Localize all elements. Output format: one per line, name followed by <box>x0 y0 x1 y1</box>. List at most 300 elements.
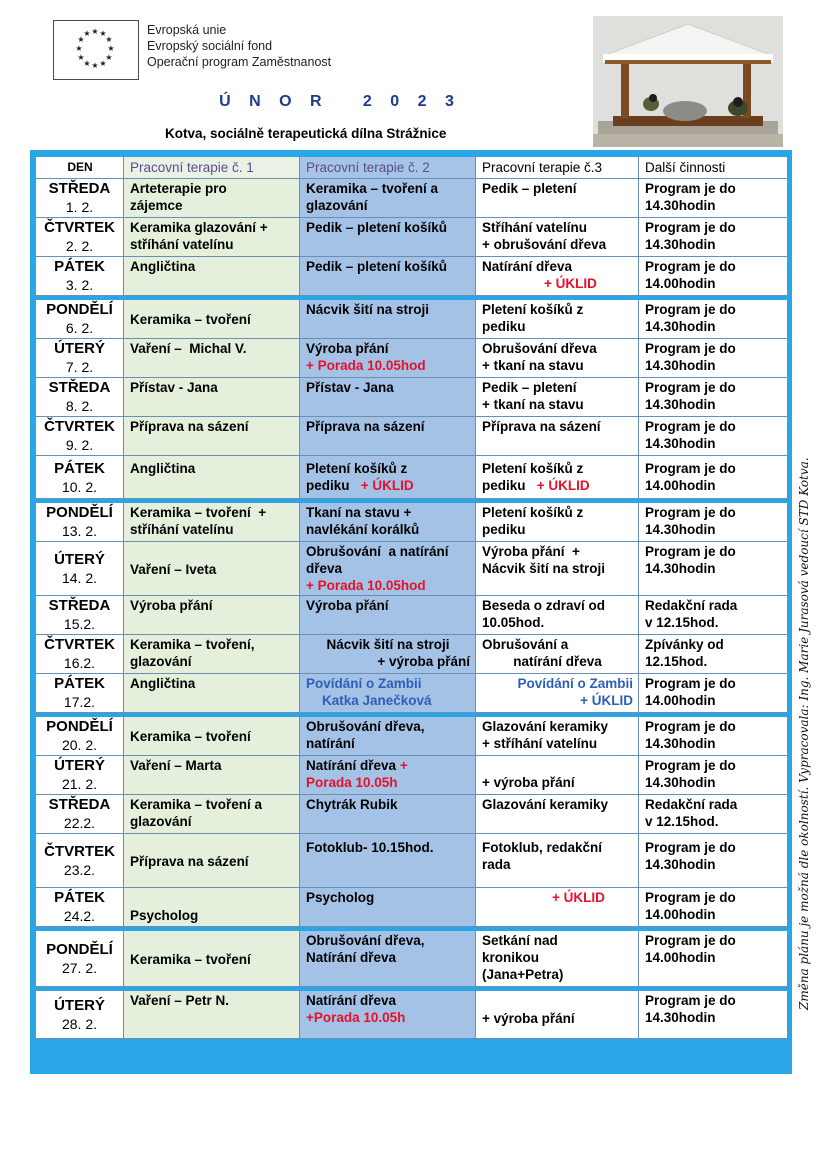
cell-line: Příprava na sázení <box>482 419 601 434</box>
cell-line: Přístav - Jana <box>130 380 218 395</box>
other-cell <box>639 834 788 888</box>
day-cell <box>36 503 124 542</box>
day-date: 6. 2. <box>65 320 94 336</box>
cell-line: 14.00hodin <box>645 950 716 965</box>
day-name: PÁTEK <box>54 258 105 275</box>
cell-line: Program je do <box>645 544 736 559</box>
therapy-1-cell <box>124 756 300 795</box>
cell-line: natírání dřeva <box>513 654 602 669</box>
cell-line: rada <box>482 857 511 872</box>
therapy-1-cell <box>124 674 300 713</box>
cell-line: Keramika – tvoření <box>130 312 251 327</box>
therapy-1-cell <box>124 417 300 456</box>
day-name: PÁTEK <box>54 889 105 906</box>
cell-line: glazování <box>306 198 368 213</box>
day-cell <box>36 991 124 1039</box>
other-cell <box>639 542 788 596</box>
svg-text:★: ★ <box>91 61 99 70</box>
page-title: Ú N O R 2 0 2 3 <box>219 93 461 110</box>
therapy-3-cell <box>476 218 639 257</box>
therapy-2-cell <box>300 503 476 542</box>
column-header-therapy-1: Pracovní terapie č. 1 <box>124 157 300 179</box>
other-cell <box>639 503 788 542</box>
therapy-3-cell <box>476 795 639 834</box>
cell-line: 14.30hodin <box>645 198 716 213</box>
day-name: PONDĚLÍ <box>46 301 113 318</box>
cell-line: 14.30hodin <box>645 397 716 412</box>
therapy-1-cell <box>124 795 300 834</box>
cell-line: 14.30hodin <box>645 436 716 451</box>
cell-line: Keramika – tvoření, <box>130 637 255 652</box>
cell-line: Obrušování a natírání <box>306 544 449 559</box>
therapy-3-cell <box>476 542 639 596</box>
cell-line <box>482 757 633 774</box>
other-cell <box>639 417 788 456</box>
therapy-2-cell <box>300 756 476 795</box>
therapy-3-cell <box>476 378 639 417</box>
cell-line: Tkaní na stavu + <box>306 505 412 520</box>
cell-line: Keramika – tvoření + <box>130 505 267 520</box>
day-cell <box>36 417 124 456</box>
cell-line: Příprava na sázení <box>130 419 249 434</box>
table-row <box>36 756 788 795</box>
other-cell <box>639 991 788 1039</box>
therapy-2-cell <box>300 596 476 635</box>
table-row <box>36 257 788 296</box>
eu-line: Operační program Zaměstnanost <box>147 55 332 69</box>
therapy-3-cell <box>476 888 639 927</box>
column-header-therapy-2: Pracovní terapie č. 2 <box>300 157 476 179</box>
day-name: ÚTERÝ <box>54 757 105 774</box>
cell-line: Keramika – tvoření <box>130 729 251 744</box>
cell-line: 14.30hodin <box>645 1010 716 1025</box>
therapy-3-cell <box>476 596 639 635</box>
cell-line: Vaření – Michal V. <box>130 341 247 356</box>
therapy-1-cell <box>124 218 300 257</box>
cell-line: Redakční rada <box>645 598 738 613</box>
day-date: 7. 2. <box>65 359 94 375</box>
therapy-3-cell <box>476 991 639 1039</box>
svg-text:★: ★ <box>105 53 113 62</box>
day-cell <box>36 795 124 834</box>
day-date: 23.2. <box>63 862 96 878</box>
svg-text:★: ★ <box>99 29 107 38</box>
cell-line <box>306 757 470 774</box>
cell-line: 12.15hod. <box>645 654 708 669</box>
therapy-1-cell <box>124 888 300 927</box>
table-row <box>36 378 788 417</box>
cell-line: Keramika – tvoření a <box>306 181 439 196</box>
therapy-1-cell <box>124 717 300 756</box>
cell-line: Příprava na sázení <box>306 419 425 434</box>
therapy-2-cell <box>300 300 476 339</box>
cell-line: Angličtina <box>130 259 196 274</box>
cleanup-note: + ÚKLID <box>360 478 414 493</box>
day-date: 2. 2. <box>65 238 94 254</box>
day-name: STŘEDA <box>48 597 111 614</box>
cell-line: Pletení košíků z <box>482 302 584 317</box>
day-cell <box>36 834 124 888</box>
therapy-3-cell <box>476 635 639 674</box>
cell-line: Obrušování dřeva, <box>306 719 425 734</box>
table-row <box>36 931 788 987</box>
side-note: Změna plánu je možná dle okolností. Vypracovala: Ing. Marie Jurasová vedoucí STD Kotva. <box>797 457 811 1010</box>
page-subtitle: Kotva, sociálně terapeutická dílna Strážnice <box>165 126 447 141</box>
therapy-1-cell <box>124 991 300 1039</box>
other-cell <box>639 888 788 927</box>
table-row <box>36 339 788 378</box>
therapy-1-cell <box>124 635 300 674</box>
table-row <box>36 674 788 713</box>
therapy-2-cell <box>300 635 476 674</box>
cell-line: 14.30hodin <box>645 561 716 576</box>
therapy-2-cell <box>300 417 476 456</box>
cell-line: Pletení košíků z <box>306 461 408 476</box>
cell-line: 14.30hodin <box>645 237 716 252</box>
cell-line: 14.00hodin <box>645 693 716 708</box>
cell-line: kronikou <box>482 950 540 965</box>
day-date: 16.2. <box>63 655 96 671</box>
cell-text: Natírání dřeva <box>306 758 397 773</box>
therapy-2-cell <box>300 717 476 756</box>
cell-line: Výroba přání <box>130 598 213 613</box>
day-name: ÚTERÝ <box>54 340 105 357</box>
day-name: STŘEDA <box>48 796 111 813</box>
svg-text:★: ★ <box>77 35 85 44</box>
cell-line: Program je do <box>645 341 736 356</box>
cell-line: + výroba přání <box>482 775 575 790</box>
meeting-note: + Porada 10.05hod <box>306 578 426 593</box>
therapy-2-cell <box>300 339 476 378</box>
other-cell <box>639 339 788 378</box>
day-cell <box>36 674 124 713</box>
therapy-1-cell <box>124 931 300 987</box>
day-name: PONDĚLÍ <box>46 941 113 958</box>
therapy-3-cell <box>476 674 639 713</box>
therapy-2-cell <box>300 991 476 1039</box>
day-cell <box>36 756 124 795</box>
cell-line <box>306 477 470 494</box>
cell-line: Glazování keramiky <box>482 719 609 734</box>
cell-line: Arteterapie pro <box>130 181 227 196</box>
table-row <box>36 795 788 834</box>
day-date: 9. 2. <box>65 437 94 453</box>
other-cell <box>639 931 788 987</box>
table-row <box>36 456 788 499</box>
cell-line: Povídání o Zambii <box>306 676 422 691</box>
table-row <box>36 179 788 218</box>
table-row <box>36 888 788 927</box>
other-cell <box>639 179 788 218</box>
cell-line: Pletení košíků z <box>482 461 584 476</box>
therapy-2-cell <box>300 795 476 834</box>
therapy-3-cell <box>476 339 639 378</box>
cell-line: stříhání vatelínu <box>130 522 234 537</box>
svg-text:★: ★ <box>99 59 107 68</box>
cell-line: + tkaní na stavu <box>482 397 584 412</box>
cell-line: Vaření – Petr N. <box>130 993 230 1008</box>
therapy-3-cell <box>476 931 639 987</box>
cell-line: 14.00hodin <box>645 478 716 493</box>
cell-line: 14.30hodin <box>645 736 716 751</box>
cell-line: Pedik – pletení <box>482 380 577 395</box>
day-name: PONDĚLÍ <box>46 504 113 521</box>
day-name: PÁTEK <box>54 675 105 692</box>
cell-line: Pletení košíků z <box>482 505 584 520</box>
therapy-3-cell <box>476 300 639 339</box>
cell-line: Angličtina <box>130 676 196 691</box>
cell-line: Pedik – pletení <box>482 181 577 196</box>
day-name: ČTVRTEK <box>44 843 115 860</box>
cell-line: glazování <box>130 814 192 829</box>
cell-line: + výroba přání <box>482 1011 575 1026</box>
cell-line: Program je do <box>645 676 736 691</box>
svg-text:★: ★ <box>77 53 85 62</box>
cell-line: Fotoklub, redakční <box>482 840 603 855</box>
cell-line: Program je do <box>645 181 736 196</box>
meeting-note: + Porada 10.05hod <box>306 358 426 373</box>
day-name: ČTVRTEK <box>44 418 115 435</box>
cell-line: Příprava na sázení <box>130 854 249 869</box>
cell-line: Program je do <box>645 933 736 948</box>
cell-line: Pedik – pletení košíků <box>306 220 448 235</box>
therapy-1-cell <box>124 596 300 635</box>
therapy-1-cell <box>124 378 300 417</box>
day-cell <box>36 456 124 499</box>
table-row <box>36 542 788 596</box>
cell-line: Katka Janečková <box>322 693 432 708</box>
cell-line: Chytrák Rubik <box>306 797 398 812</box>
therapy-3-cell <box>476 717 639 756</box>
cell-line: 14.30hodin <box>645 857 716 872</box>
day-cell <box>36 931 124 987</box>
day-date: 10. 2. <box>61 479 98 495</box>
other-cell <box>639 756 788 795</box>
other-cell <box>639 456 788 499</box>
cell-line: pediku <box>482 319 526 334</box>
other-cell <box>639 596 788 635</box>
other-cell <box>639 218 788 257</box>
schedule-table <box>36 157 788 1039</box>
cell-line: Psycholog <box>130 908 199 923</box>
day-date: 24.2. <box>63 908 96 924</box>
eu-line: Evropský sociální fond <box>147 39 273 53</box>
eu-line: Evropská unie <box>147 23 227 37</box>
day-cell <box>36 596 124 635</box>
cell-line: 14.30hodin <box>645 775 716 790</box>
svg-text:★: ★ <box>83 29 91 38</box>
cell-line: 14.00hodin <box>645 276 716 291</box>
therapy-1-cell <box>124 456 300 499</box>
cell-line: pediku <box>482 522 526 537</box>
cell-line: Program je do <box>645 220 736 235</box>
cell-line: Zpívánky od <box>645 637 724 652</box>
cell-line: v 12.15hod. <box>645 615 719 630</box>
cell-line: Výroba přání + <box>482 544 580 559</box>
cell-line: + tkaní na stavu <box>482 358 584 373</box>
therapy-2-cell <box>300 834 476 888</box>
cell-line: zájemce <box>130 198 183 213</box>
cell-line: + výroba přání <box>377 654 470 669</box>
cell-line: Natírání dřeva <box>482 259 573 274</box>
cleanup-note: + ÚKLID <box>544 276 597 291</box>
svg-text:★: ★ <box>105 35 113 44</box>
therapy-2-cell <box>300 542 476 596</box>
cell-line: natírání <box>306 736 355 751</box>
day-date: 8. 2. <box>65 398 94 414</box>
day-name: PONDĚLÍ <box>46 718 113 735</box>
therapy-3-cell <box>476 257 639 296</box>
therapy-2-cell <box>300 456 476 499</box>
cell-line: Program je do <box>645 890 736 905</box>
table-row <box>36 991 788 1039</box>
cell-line: 14.00hodin <box>645 907 716 922</box>
cell-line <box>482 992 633 1009</box>
cell-line: glazování <box>130 654 192 669</box>
column-header-other: Další činnosti <box>639 157 788 179</box>
cell-text: pediku <box>306 478 350 493</box>
day-name: PÁTEK <box>54 460 105 477</box>
cell-line: Nácvik šití na stroji <box>306 302 430 317</box>
cell-line: Stříhání vatelínu <box>482 220 588 235</box>
day-cell <box>36 339 124 378</box>
cell-line: Program je do <box>645 461 736 476</box>
cell-line: Výroba přání <box>306 598 389 613</box>
cell-line: Program je do <box>645 259 736 274</box>
cell-line: 14.30hodin <box>645 319 716 334</box>
therapy-2-cell <box>300 179 476 218</box>
other-cell <box>639 257 788 296</box>
day-date: 13. 2. <box>61 523 98 539</box>
svg-text:★: ★ <box>91 27 99 36</box>
therapy-3-cell <box>476 834 639 888</box>
cell-line: + obrušování dřeva <box>482 237 607 252</box>
day-name: ČTVRTEK <box>44 636 115 653</box>
cell-line: Program je do <box>645 993 736 1008</box>
cell-line: Keramika – tvoření <box>130 951 251 967</box>
therapy-1-cell <box>124 339 300 378</box>
bird-feeder-photo <box>593 16 783 147</box>
table-row <box>36 218 788 257</box>
cell-line: Redakční rada <box>645 797 738 812</box>
cell-line: Obrušování dřeva <box>482 341 597 356</box>
day-cell <box>36 378 124 417</box>
cell-line: Program je do <box>645 380 736 395</box>
cell-line: Obrušování a <box>482 637 569 652</box>
cell-line: Výroba přání <box>306 341 389 356</box>
therapy-1-cell <box>124 179 300 218</box>
therapy-3-cell <box>476 456 639 499</box>
therapy-2-cell <box>300 378 476 417</box>
day-date: 21. 2. <box>61 776 98 792</box>
day-name: ÚTERÝ <box>54 997 105 1014</box>
cell-line: Program je do <box>645 840 736 855</box>
day-name: STŘEDA <box>48 379 111 396</box>
meeting-note: Porada 10.05h <box>306 775 398 790</box>
other-cell <box>639 300 788 339</box>
cell-line: 14.30hodin <box>645 522 716 537</box>
cell-line: Program je do <box>645 758 736 773</box>
day-date: 1. 2. <box>65 199 94 215</box>
day-cell <box>36 218 124 257</box>
cell-line: Program je do <box>645 505 736 520</box>
svg-text:★: ★ <box>75 44 83 53</box>
therapy-2-cell <box>300 218 476 257</box>
day-date: 17.2. <box>63 694 96 710</box>
other-cell <box>639 674 788 713</box>
therapy-2-cell <box>300 674 476 713</box>
cell-line <box>482 477 633 494</box>
other-cell <box>639 635 788 674</box>
day-date: 15.2. <box>63 616 96 632</box>
eu-stars-icon <box>56 23 134 75</box>
cell-line: Nácvik šití na stroji <box>326 637 450 652</box>
table-header-row <box>36 157 788 179</box>
cell-line: Pedik – pletení košíků <box>306 259 448 274</box>
cell-line: Obrušování dřeva, <box>306 933 425 948</box>
other-cell <box>639 795 788 834</box>
day-date: 14. 2. <box>61 570 98 586</box>
svg-text:★: ★ <box>107 44 115 53</box>
meeting-note: +Porada 10.05h <box>306 1010 406 1025</box>
cell-line: Program je do <box>645 719 736 734</box>
therapy-2-cell <box>300 931 476 987</box>
day-name: ÚTERÝ <box>54 551 105 568</box>
cell-line: Nácvik šití na stroji <box>482 561 606 576</box>
cell-line: (Jana+Petra) <box>482 967 564 982</box>
table-row <box>36 596 788 635</box>
therapy-2-cell <box>300 888 476 927</box>
cleanup-note: + ÚKLID <box>552 890 605 905</box>
meeting-plus: + <box>399 758 408 773</box>
cell-line: Přístav - Jana <box>306 380 394 395</box>
cell-line: 14.30hodin <box>645 358 716 373</box>
table-row <box>36 503 788 542</box>
cell-line: Keramika glazování + <box>130 220 268 235</box>
cell-line: Program je do <box>645 419 736 434</box>
day-cell <box>36 888 124 927</box>
day-date: 3. 2. <box>65 277 94 293</box>
cell-line: navlékání korálků <box>306 522 420 537</box>
cell-line: Psycholog <box>306 890 375 905</box>
cell-line: Angličtina <box>130 461 196 476</box>
cell-line: Vaření – Iveta <box>130 561 217 577</box>
therapy-3-cell <box>476 179 639 218</box>
day-name: ČTVRTEK <box>44 219 115 236</box>
day-name: STŘEDA <box>48 180 111 197</box>
day-cell <box>36 542 124 596</box>
day-cell <box>36 717 124 756</box>
cell-text: pediku <box>482 478 526 493</box>
cell-line: Fotoklub- 10.15hod. <box>306 840 434 855</box>
therapy-3-cell <box>476 503 639 542</box>
therapy-3-cell <box>476 417 639 456</box>
cell-line: Beseda o zdraví od <box>482 598 606 613</box>
cell-line: Natírání dřeva <box>306 950 397 965</box>
eu-flag-logo <box>53 20 139 80</box>
therapy-2-cell <box>300 257 476 296</box>
day-date: 28. 2. <box>61 1016 98 1032</box>
other-cell <box>639 378 788 417</box>
cell-line: dřeva <box>306 561 343 576</box>
table-row <box>36 417 788 456</box>
day-cell <box>36 300 124 339</box>
column-header-therapy-3: Pracovní terapie č.3 <box>476 157 639 179</box>
table-row <box>36 834 788 888</box>
table-row <box>36 300 788 339</box>
svg-text:★: ★ <box>83 59 91 68</box>
cleanup-note: + ÚKLID <box>580 693 633 708</box>
